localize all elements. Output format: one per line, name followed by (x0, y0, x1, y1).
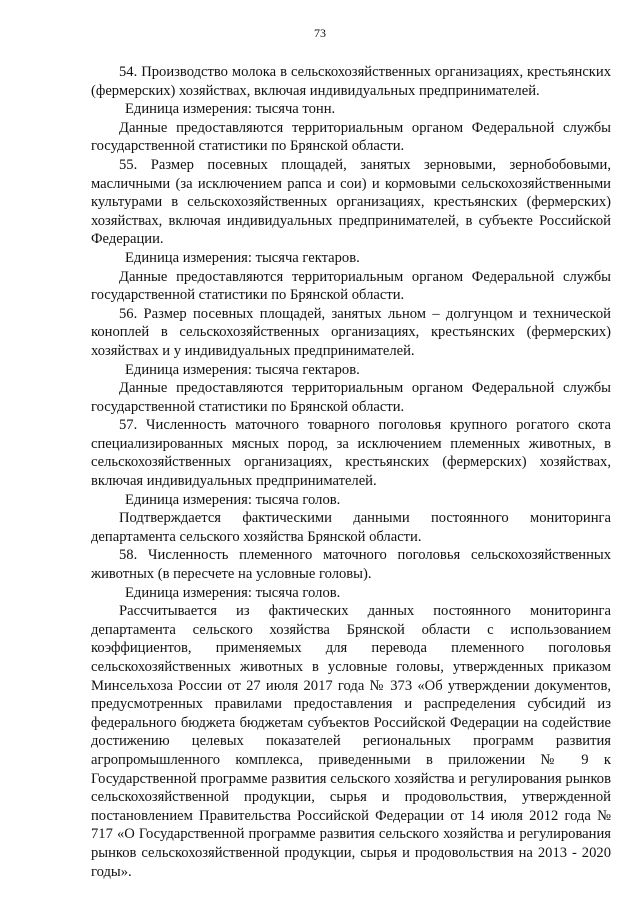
paragraph-calculation-method: Рассчитывается из фактических данных постоянного мониторинга департамента сельского хозяйства Брянской области с использованием коэффициентов, применяемых для перевода племенного поголовья сельскохозяйственных животных в условные головы, утвержденных приказом Минсельхоза России от 27 июля 2017 года № 373 «Об утверждении документов, предусмотренных правилами предоставления и распределения субсидий из федерального бюджета бюджетам субъектов Российской Федерации на содействие достижению целевых показателей региональных программ развития агропромышленного комплекса, приведенными в приложении № 9 к Государственной программе развития сельского хозяйства и регулирования рынков сельскохозяйственной продукции, сырья и продовольствия, утвержденной постановлением Правительства Российской Федерации от 14 июля 2012 года № 717 «О Государственной программе развития сельского хозяйства и регулирования рынков сельскохозяйственной продукции, сырья и продовольствия на 2013 - 2020 годы». (91, 603, 611, 880)
paragraph-unit: Единица измерения: тысяча голов. (125, 491, 341, 508)
paragraph-data-source: Данные предоставляются территориальным органом Федеральной службы государственной статистики по Брянской области. (91, 268, 611, 304)
paragraph-item-54: 54. Производство молока в сельскохозяйственных организациях, крестьянских (фермерских) хозяйствах, включая индивидуальных предпринимателей. (91, 64, 611, 99)
paragraph-item-55: 55. Размер посевных площадей, занятых зерновыми, зернобобовыми, масличными (за исключением рапса и сои) и кормовыми сельскохозяйственными культурами в сельскохозяйственных организациях, крестьянских (фермерских) хозяйствах, включая индивидуальных предпринимателей, в субъекте Российской Федерации. (91, 156, 611, 248)
paragraph-data-source: Данные предоставляются территориальным органом Федеральной службы государственной статистики по Брянской области. (91, 380, 611, 415)
paragraph-unit: Единица измерения: тысяча гектаров. (125, 361, 360, 378)
paragraph-item-56: 56. Размер посевных площадей, занятых льном – долгунцом и технической коноплей в сельскохозяйственных организациях, крестьянских (фермерских) хозяйствах и у индивидуальных предпринимателей. (91, 305, 611, 359)
paragraph-item-58: 58. Численность племенного маточного поголовья сельскохозяйственных животных (в пересчете на условные головы). (91, 547, 611, 583)
document-body (91, 63, 611, 881)
paragraph-unit: Единица измерения: тысяча тонн. (125, 101, 336, 118)
paragraph-item-57: 57. Численность маточного товарного поголовья крупного рогатого скота специализированных мясных пород, за исключением племенных животных, в сельскохозяйственных организациях, крестьянских (фермерских) хозяйствах, включая индивидуальных предпринимателей. (91, 417, 611, 490)
paragraph-data-source: Подтверждается фактическими данными постоянного мониторинга департамента сельского хозяйства Брянской области. (91, 510, 611, 545)
paragraph-unit: Единица измерения: тысяча гектаров. (125, 249, 360, 266)
page-number: 73 (314, 26, 326, 40)
paragraph-data-source: Данные предоставляются территориальным органом Федеральной службы государственной статистики по Брянской области. (91, 119, 611, 155)
paragraph-unit: Единица измерения: тысяча голов. (125, 584, 341, 601)
